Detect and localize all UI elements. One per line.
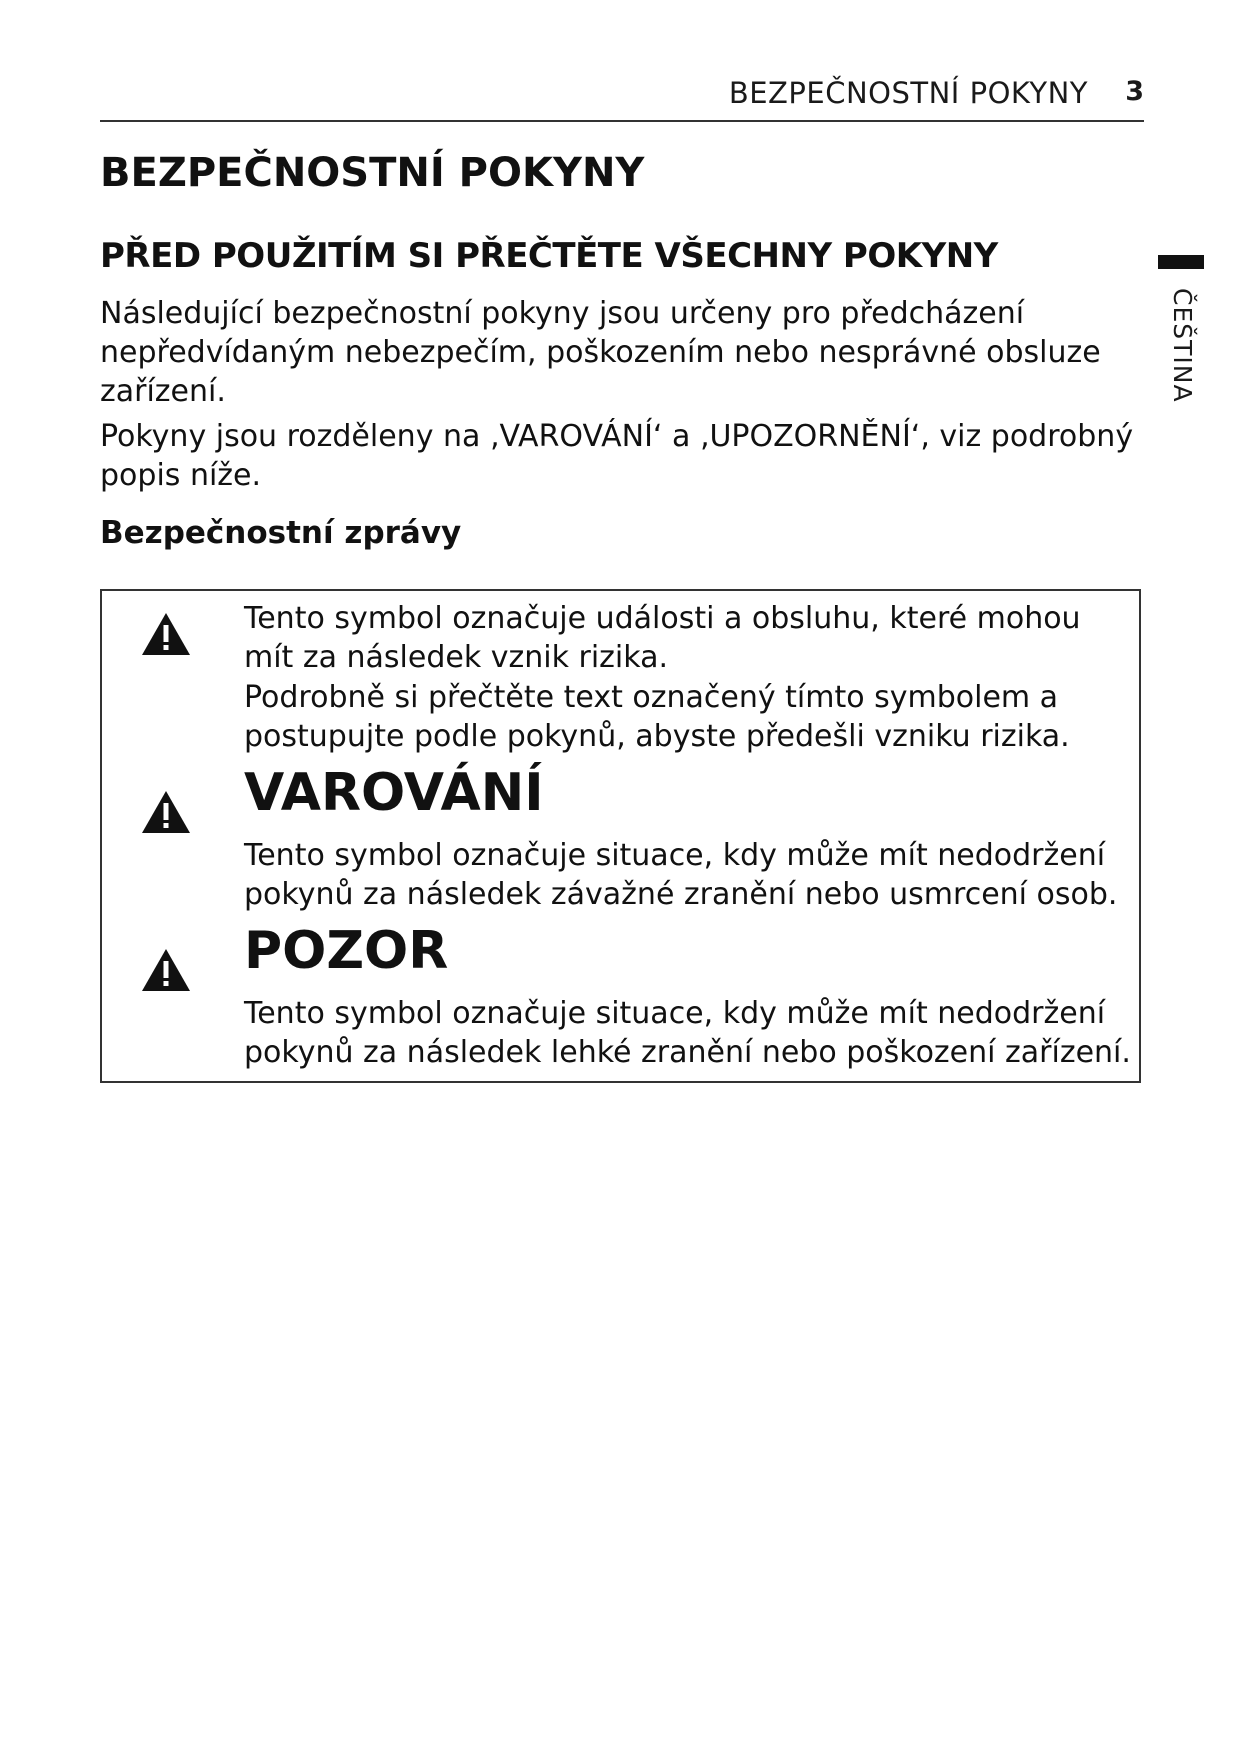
message-3-text: Tento symbol označuje situace, kdy může mít nedodržení pokynů za následek lehké zranění nebo poškození zařízení. <box>244 996 1131 1070</box>
safety-messages-box <box>100 589 1141 1083</box>
page-number: 3 <box>1125 76 1144 107</box>
message-2-heading: VAROVÁNÍ <box>244 763 544 823</box>
message-1-line-1: Tento symbol označuje události a obsluhu, které mohou mít za následek vznik rizika. <box>244 601 1081 675</box>
language-tab-label: ČEŠTINA <box>1168 288 1197 403</box>
language-tab-marker <box>1158 255 1204 269</box>
message-2-text: Tento symbol označuje situace, kdy může mít nedodržení pokynů za následek závažné zranění nebo usmrcení osob. <box>244 838 1118 912</box>
warning-triangle-icon <box>140 789 192 835</box>
warning-triangle-icon <box>140 947 192 993</box>
message-3-heading: POZOR <box>244 921 449 981</box>
warning-triangle-icon <box>140 611 192 657</box>
intro-paragraph-1: Následující bezpečnostní pokyny jsou určeny pro předcházení nepředvídaným nebezpečím, poškozením nebo nesprávné obsluze zařízení. <box>100 296 1101 409</box>
intro-paragraph-2: Pokyny jsou rozděleny na ‚VAROVÁNÍ‘ a ‚UPOZORNĚNÍ‘, viz podrobný popis níže. <box>100 419 1134 493</box>
running-header-title: BEZPEČNOSTNÍ POKYNY <box>728 76 1088 110</box>
section-heading: Bezpečnostní zprávy <box>100 515 462 551</box>
page-title: BEZPEČNOSTNÍ POKYNY <box>100 150 645 196</box>
message-1-line-2: Podrobně si přečtěte text označený tímto symbolem a postupujte podle pokynů, abyste předešli vzniku rizika. <box>244 680 1070 754</box>
running-header <box>100 74 1144 122</box>
page-subtitle: PŘED POUŽITÍM SI PŘEČTĚTE VŠECHNY POKYNY <box>100 236 998 276</box>
